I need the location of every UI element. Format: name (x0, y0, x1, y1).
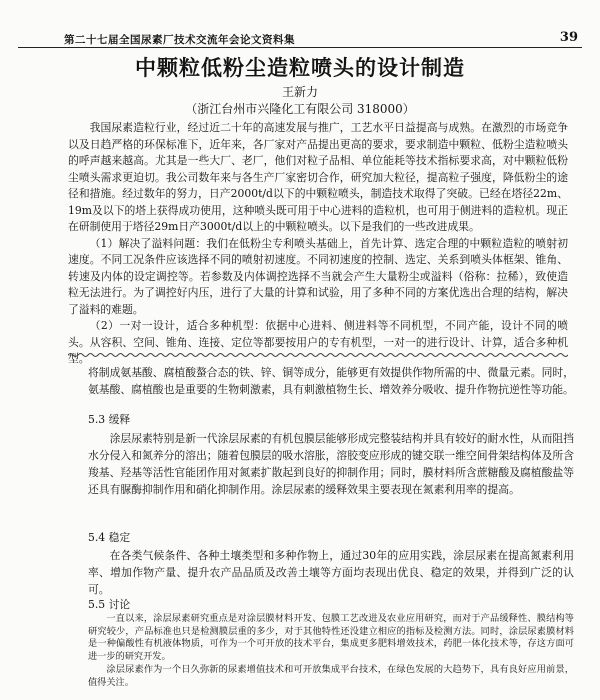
section-paragraph: 涂层尿素特别是新一代涂层尿素的有机包膜层能够形成完整装结构并具有较好的耐水性，从而阻挡水分侵入和氮养分的溶出；随着包膜层的吸水溶胀，溶胶变应形成的键交联一维空间骨架结构体及所含羧基、羟基等活性官能团作用对氮素扩散起到良好的抑制作用；同时，膜材料所含蔗糖酸及腐植酸盐等还具有脲酶抑制作用和硝化抑制作用。涂层尿素的缓释效果主要表现在氮素利用率的提高。 (88, 432, 574, 496)
section-heading-5-3 (88, 412, 130, 427)
closing-block (88, 664, 574, 689)
section-heading-5-4 (88, 530, 130, 545)
article-paragraph-overflow: （1）解决了溢料问题：我们在低粉尘专利喷头基础上，首先计算、选定合理的中颗粒造粒的喷射初速度。不同工况条件应该选择不同的喷射初速度。不同初速度的控制、选定、关系到喷头体框架、锥角、转速及内体的设定调控等。若参数及内体调控选择不当就会产生大量粉尘或溢料（俗称：拉稀），致使造粒无法进行。为了调控好内压，进行了大量的计算和试验，用了多种不同的方案优选出合理的结构，解决了溢料的难题。 (68, 236, 568, 316)
article-title: 中颗粒低粉尘造粒喷头的设计制造 (135, 55, 465, 80)
article-paragraph-design: （2）一对一设计，适合多种机型：依据中心进料、侧进料等不同机型，不同产能，设计不同的喷头。从容积、空间、锥角、连接、定位等都要按用户的专有机型，一对一的进行设计、计算，适合多种机型。 (68, 319, 568, 365)
lead-paragraph: 将制成氨基酸、腐植酸螯合态的铁、锌、铜等成分，能够更有效提供作物所需的中、微量元素。同时，氨基酸、腐植酸也是重要的生物刺激素，具有刺激植物生长、增效养分吸收、提升作物抗逆性等功能。 (88, 366, 574, 396)
header-rule (18, 47, 582, 48)
section-number: 5.4 (88, 531, 106, 544)
article-paragraph-intro: 我国尿素造粒行业，经过近二十年的高速发展与推广，工艺水平日益提高与成熟。在激烈的市场竞争以及日趋严格的环保标准下，近年来，各厂家对产品提出更高的要求，要求制造中颗粒、低粉尘造粒喷头的呼声越来越高。尤其是一些大厂、老厂，他们对粒子品相、单位能耗等技术指标要求高，对中颗粒低粉尘喷头需求更迫切。我公司数年来与各生产厂家密切合作，研究加大粒径，提高粒子强度，降低粉尘的途径和措施。经过数年的努力，日产2000t/d以下的中颗粒喷头，制造技术取得了突破。已经在塔径22m、19m及以下的塔上获得成功使用，这种喷头既可用于中心进料的造粒机，也可用于侧进料的造粒机。现正在研制使用于塔径29m日产3000t/d以上的中颗粒喷头。以下是我们的一些改进成果。 (68, 121, 568, 233)
section-paragraph: 一直以来，涂层尿素研究重点是对涂层膜材料开发、包膜工艺改进及农业应用研究，而对于产品缓释性、膜结构等研究较少，产品标准也只是检测膜层重的多少，对于其他特性还没建立相应的指标及检测方法。同时，涂层尿素膜材料是一种偏酸性有机液体物质，可作为一个可开放的技术平台，集成更多肥料增效技术，药肥一体化技术等，存这方面可进一步的研究开发。 (88, 613, 574, 662)
section-body-5-4 (88, 547, 574, 598)
continuation-lead (88, 364, 574, 398)
section-heading-5-5 (88, 597, 130, 612)
page-number: 39 (559, 30, 578, 45)
section-body-5-5 (88, 613, 574, 663)
section-body-5-3 (88, 430, 574, 498)
closing-paragraph: 涂层尿素作为一个日久弥新的尿素增值技术和可开放集成平台技术，在绿色发展的大趋势下，具有良好应用前景，值得关注。 (88, 664, 574, 688)
running-header (18, 30, 582, 46)
section-title: 稳定 (108, 531, 131, 544)
article-body (68, 120, 568, 368)
section-title: 缓释 (108, 413, 131, 426)
article-affiliation: （浙江台州市兴隆化工有限公司 318000） (185, 102, 415, 116)
section-title: 讨论 (108, 598, 131, 611)
wavy-separator (68, 352, 568, 358)
running-title: 第二十七届全国尿素厂技术交流年会论文资料集 (64, 34, 295, 46)
section-number: 5.3 (88, 413, 106, 426)
article-author: 王新力 (281, 85, 318, 99)
section-number: 5.5 (88, 598, 106, 611)
section-paragraph: 在各类气候条件、各种土壤类型和多种作物上，通过30年的应用实践，涂层尿素在提高氮素利用率、增加作物产量、提升农产品品质及改善土壤等方面均表现出优良、稳定的效果，并得到广泛的认可。 (88, 549, 574, 596)
